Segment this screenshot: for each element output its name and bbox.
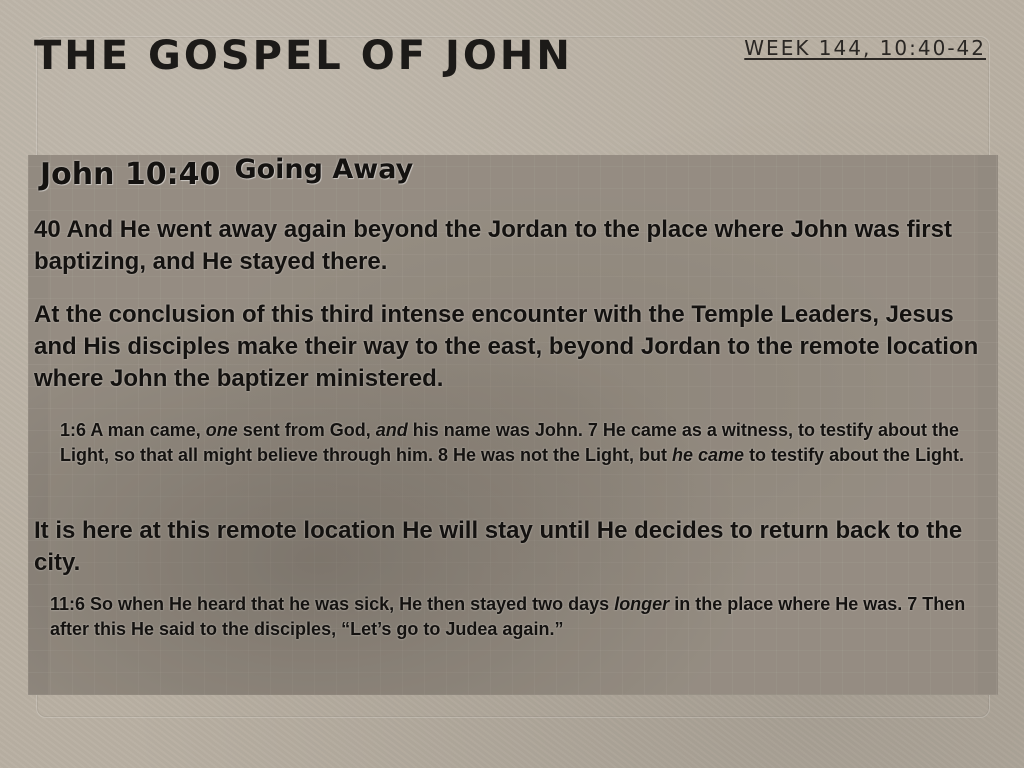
slide-title: THE GOSPEL OF JOHN — [34, 33, 573, 79]
quote-text: 11:6 So when He heard that he was sick, He then stayed two days — [50, 594, 615, 614]
section-heading — [40, 154, 414, 192]
week-label[interactable]: WEEK 144, 10:40-42 — [744, 36, 986, 60]
quote-text: to testify about the Light. — [744, 445, 965, 465]
quote-text: sent from God, — [237, 420, 376, 440]
cross-reference-quote — [50, 592, 990, 642]
quote-italic-text: one — [205, 420, 238, 440]
quote-text: 1:6 A man came, — [60, 420, 206, 440]
quote-italic-text: longer — [614, 594, 670, 614]
section-subtitle: Going Away — [234, 154, 414, 185]
verse-text: 40 And He went away again beyond the Jordan to the place where John was first baptizing, and He stayed there. — [34, 216, 952, 275]
cross-reference-quote — [60, 418, 980, 468]
quote-text: his name was John. 7 He came as a witness, to testify about the Light, so that all might believe through him. 8 He was not the Light, but — [60, 420, 959, 465]
quote-italic-text: he came — [672, 445, 745, 465]
quote-italic-text: and — [375, 420, 408, 440]
commentary-paragraph: It is here at this remote location He will stay until He decides to return back to the city. — [34, 517, 963, 576]
commentary-paragraph: At the conclusion of this third intense encounter with the Temple Leaders, Jesus and His disciples make their way to the east, beyond Jordan to the remote location where John the baptizer ministered. — [34, 301, 979, 392]
scripture-reference: John 10:40 — [40, 157, 221, 192]
quote-text: in the place where He was. 7 Then after this He said to the disciples, “Let’s go to Judea again.” — [50, 594, 966, 639]
